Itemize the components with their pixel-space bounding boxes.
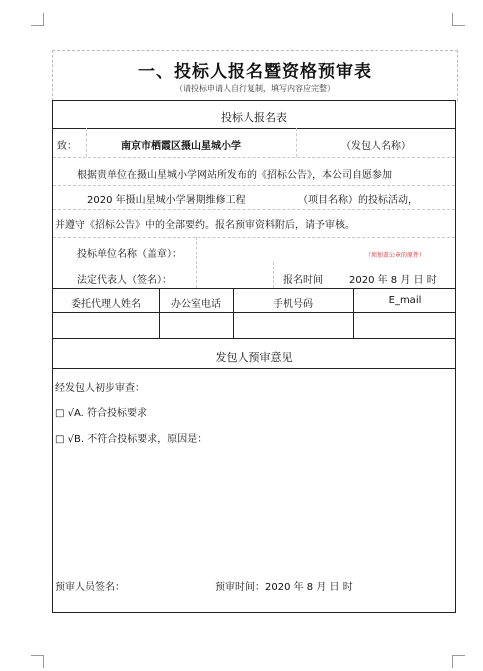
agent-name-cell[interactable]	[54, 313, 158, 337]
header-mobile: 手机号码	[273, 299, 313, 310]
rule	[53, 185, 455, 186]
header-email: E_mail	[388, 295, 422, 306]
legal-rep-label: 法定代表人（签名）：	[77, 275, 172, 286]
review-label: 经发包人初步审查：	[55, 383, 145, 394]
rule	[53, 237, 455, 238]
email-cell[interactable]	[354, 313, 456, 337]
mobile-cell[interactable]	[234, 313, 352, 337]
rule	[196, 237, 197, 288]
to-label: 致：	[57, 141, 77, 152]
seal-note: （须加盖公章的原件）	[365, 252, 426, 259]
crop-mark-top-left	[31, 13, 44, 26]
crop-mark-bottom-left	[31, 655, 44, 668]
rule	[273, 262, 274, 288]
registration-time-label: 报名时间	[283, 275, 323, 286]
rule	[296, 128, 297, 157]
rule	[53, 338, 455, 339]
option-b[interactable]: □ √B. 不符合投标要求，原因是：	[55, 434, 208, 445]
section-header-registration: 投标人报名表	[221, 111, 287, 124]
paragraph-line-3: 并遵守《招标公告》中的全部要约。报名预审资料附后，请予审核。	[55, 220, 355, 231]
section-header-review: 发包人预审意见	[215, 351, 293, 364]
office-phone-cell[interactable]	[160, 313, 232, 337]
project-note: （项目名称）的投标活动，	[298, 195, 418, 206]
crop-mark-top-right	[452, 13, 465, 26]
header-office-phone: 办公室电话	[171, 299, 221, 310]
rule	[53, 157, 455, 158]
paragraph-line-1: 根据贵单位在摄山星城小学网站所发布的《招标公告》，本公司自愿参加	[77, 170, 392, 181]
page-subtitle: （请投标申请人自行复制，填写内容应完整）	[175, 84, 335, 93]
rule	[86, 128, 87, 157]
registration-time-value: 2020 年 8 月 日 时	[349, 275, 437, 286]
rule	[53, 209, 455, 210]
crop-mark-bottom-right	[452, 655, 465, 668]
recipient-note: （发包人名称）	[341, 141, 411, 152]
title-area	[52, 50, 458, 101]
header-agent-name: 委托代理人姓名	[71, 299, 141, 310]
rule	[53, 288, 455, 289]
bidder-name-label: 投标单位名称（盖章）：	[77, 249, 182, 260]
project-name: 2020 年摄山星城小学暑期维修工程	[87, 195, 246, 206]
form-table	[52, 100, 456, 613]
review-time: 预审时间：2020 年 8 月 日 时	[215, 582, 353, 593]
rule	[53, 368, 455, 369]
reviewer-signature-label: 预审人员签名：	[55, 582, 125, 593]
option-a[interactable]: □ √A. 符合投标要求	[55, 408, 148, 419]
recipient-name: 南京市栖霞区摄山星城小学	[121, 141, 241, 152]
page-title: 一、投标人报名暨资格预审表	[138, 62, 372, 82]
rule	[53, 128, 455, 129]
